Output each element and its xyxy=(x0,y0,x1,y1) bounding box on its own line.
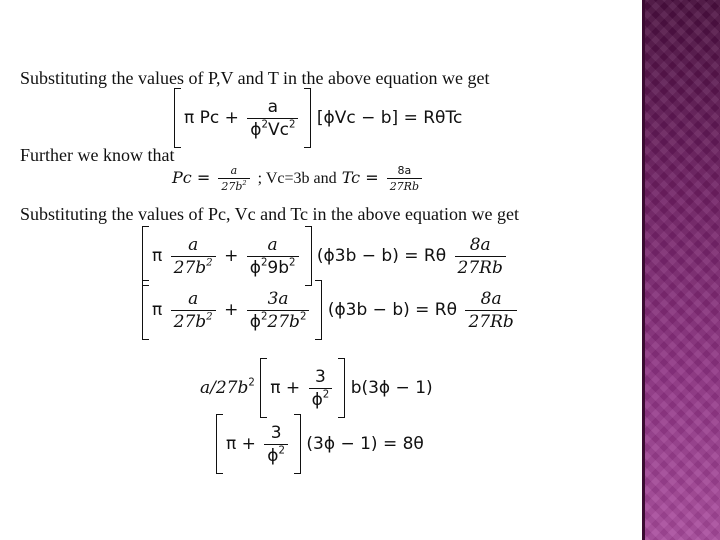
fraction: $\frac{a}{\phi^2Vc^2}$ xyxy=(247,97,298,140)
fraction: $\frac{a}{27b^2}$ xyxy=(218,164,249,193)
sidebar-edge xyxy=(642,0,645,540)
bracket-left xyxy=(174,88,181,148)
diamond-pattern xyxy=(642,0,720,540)
equation-1: π Pc + $\frac{a}{\phi^2Vc^2}$ [ϕVc − b] = RθTc xyxy=(174,88,462,148)
equation-2: Pc = $\frac{a}{27b^2}$ ; Vc=3b and Tc = $\frac{8a}{27Rb}$ xyxy=(172,164,425,193)
equation-5: $a/27b^2$ π + $\frac{3}{\phi^2}$ b(3ϕ − 1) xyxy=(200,358,433,418)
equation-3: π $\frac{a}{27b^2}$ + $\frac{a}{\phi^29b^2}$ (ϕ3b − b) = Rθ $\frac{8a}{27Rb}$ xyxy=(142,226,509,286)
text-line-2: Further we know that xyxy=(20,145,175,165)
decorative-sidebar xyxy=(642,0,720,540)
bracket-right xyxy=(304,88,311,148)
text-line-1: Substituting the values of P,V and T in the above equation we get xyxy=(20,68,490,88)
fraction: $\frac{8a}{27Rb}$ xyxy=(387,164,422,193)
text-line-3: Substituting the values of Pc, Vc and Tc in the above equation we get xyxy=(20,204,519,224)
equation-4: π $\frac{a}{27b^2}$ + $\frac{3a}{\phi^227b^2}$ (ϕ3b − b) = Rθ $\frac{8a}{27Rb}$ xyxy=(142,280,520,340)
equation-6: π + $\frac{3}{\phi^2}$ (3ϕ − 1) = 8θ xyxy=(216,414,424,474)
